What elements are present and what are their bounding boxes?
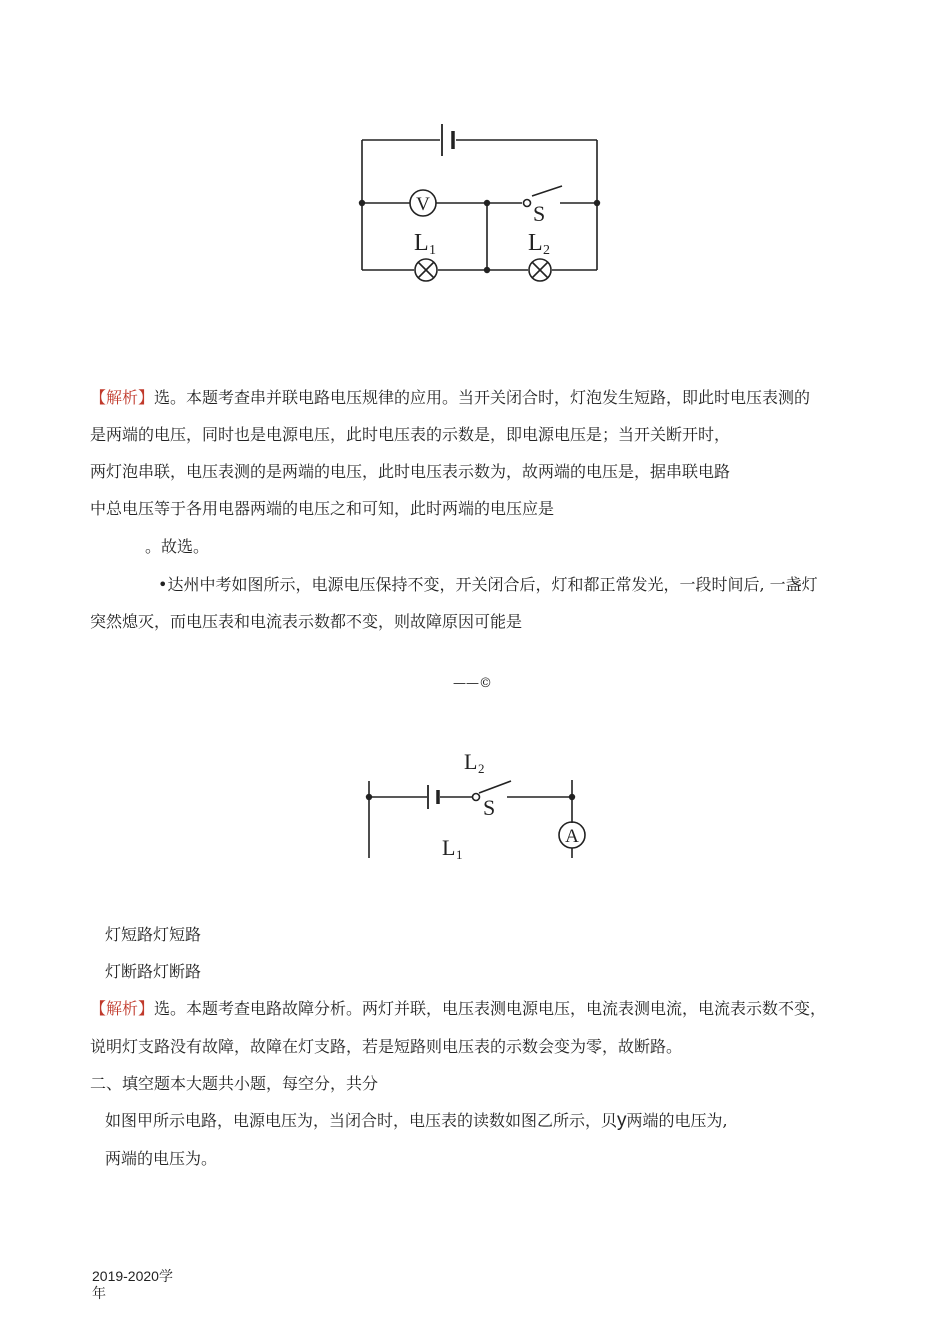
- analysis-tag: 【解析】: [90, 388, 155, 407]
- footer-year-2: 年: [92, 1285, 106, 1301]
- option-row-1: 灯短路灯短路: [105, 925, 202, 944]
- figure-note: ——©: [453, 676, 492, 691]
- analysis-1-line-3: 两灯泡串联，电压表测的是两端的电压，此时电压表示数为，故两端的电压是，据串联电路: [90, 462, 731, 481]
- problem-2-stem-line-1: •达州中考如图所示，电源电压保持不变，开关闭合后，灯和都正常发光，一段时间后, 一盏灯: [158, 575, 818, 594]
- switch-s-label-2: S: [483, 795, 496, 820]
- voltmeter-label: V: [416, 194, 430, 215]
- ammeter-label: A: [565, 826, 579, 847]
- lamp-l2-letter-2: L: [464, 749, 478, 774]
- fill-question-1-line-2: 两端的电压为。: [105, 1149, 218, 1168]
- lamp-l2-letter: L: [528, 230, 543, 256]
- lamp-l2-subscript: 2: [543, 243, 550, 258]
- analysis-1-line-1: 【解析】选。本题考查串并联电路电压规律的应用。当开关闭合时，灯泡发生短路，即此时电压表测的: [90, 388, 811, 407]
- analysis-tag-2: 【解析】: [90, 999, 155, 1018]
- fill-question-1-line-1: 如图甲所示电路，电源电压为，当闭合时，电压表的读数如图乙所示，贝y两端的电压为,: [105, 1110, 728, 1131]
- footer-year: 2019-2020学: [92, 1268, 173, 1284]
- analysis-1-line-4: 中总电压等于各用电器两端的电压之和可知，此时两端的电压应是: [90, 499, 555, 518]
- lamp-l1-subscript: 1: [429, 243, 436, 258]
- problem-2-stem-line-2: 突然熄灭，而电压表和电流表示数都不变，则故障原因可能是: [90, 612, 523, 631]
- switch-s-label: S: [533, 201, 546, 226]
- section-heading: 二、填空题本大题共小题，每空分，共分: [90, 1074, 379, 1093]
- analysis-2-line-1: 【解析】选。本题考查电路故障分析。两灯并联，电压表测电源电压，电流表测电流，电流表示数不变，: [90, 999, 827, 1018]
- lamp-l1-subscript-2: 1: [456, 847, 463, 862]
- analysis-2-line-2: 说明灯支路没有故障，故障在灯支路，若是短路则电压表的示数会变为零，故断路。: [90, 1037, 683, 1056]
- analysis-1-line-5: 。故选。: [145, 537, 210, 556]
- variable-y: y: [617, 1110, 627, 1131]
- lamp-l1-letter-2: L: [442, 835, 456, 860]
- analysis-1-line-2: 是两端的电压，同时也是电源电压，此时电压表的示数是，即电源电压是；当开关断开时，: [90, 425, 731, 444]
- option-row-2: 灯断路灯断路: [105, 962, 202, 981]
- lamp-l2-subscript-2: 2: [478, 761, 485, 776]
- lamp-l1-letter: L: [414, 230, 429, 256]
